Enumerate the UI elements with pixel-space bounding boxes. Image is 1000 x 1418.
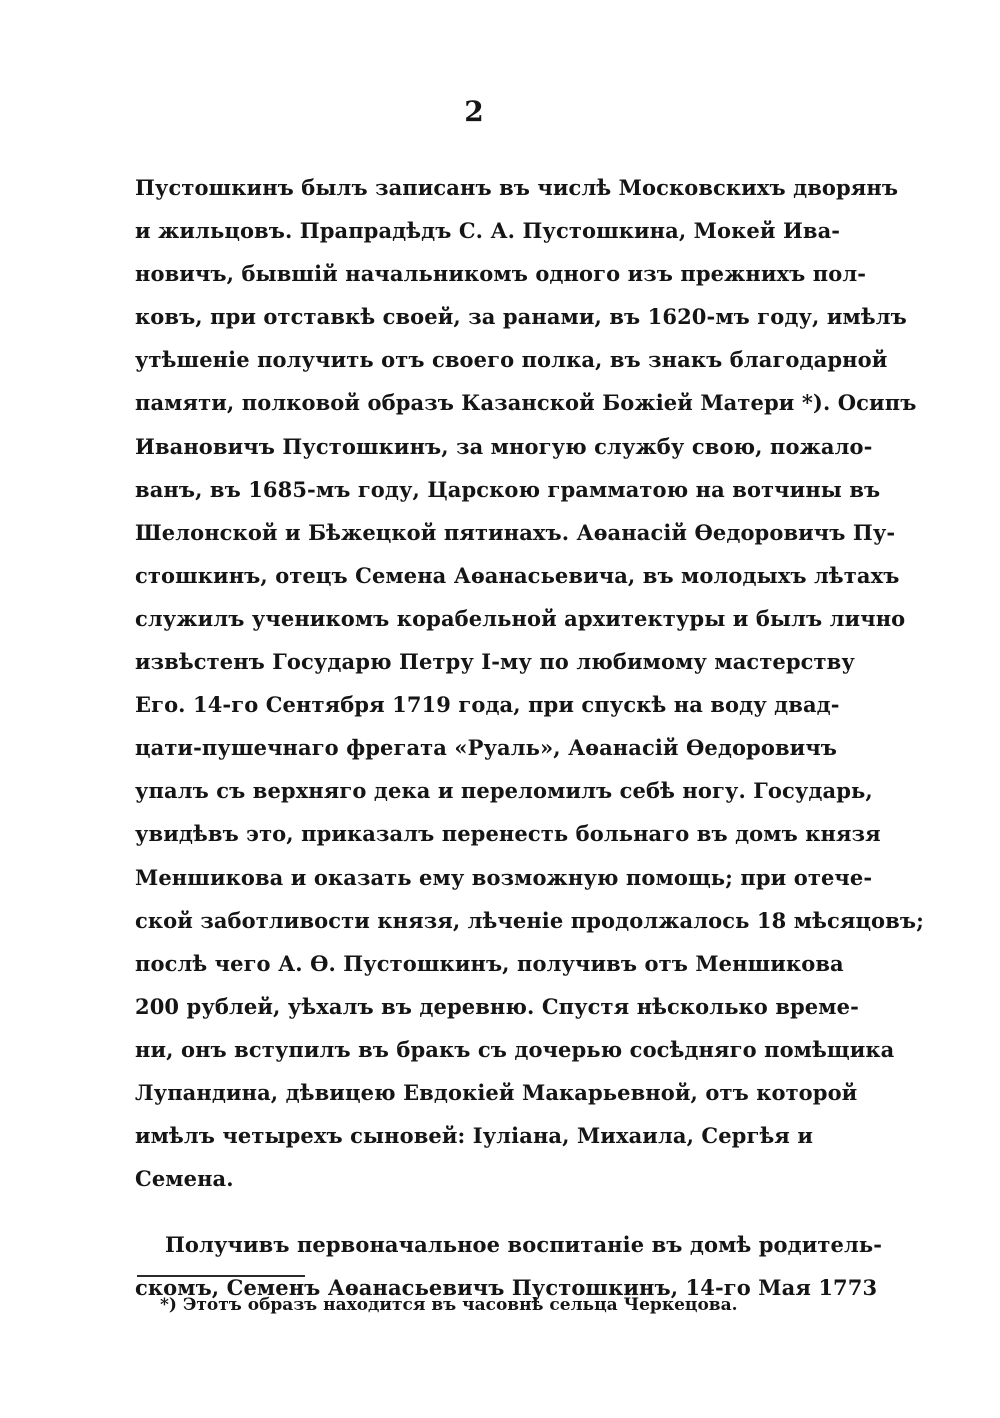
text-line: 200 рублей, уѣхалъ въ деревню. Спустя нѣсколько време- <box>135 993 859 1019</box>
page-number: 2 <box>464 95 484 128</box>
text-line: ской заботливости князя, лѣченіе продолжалось 18 мѣсяцовъ; <box>135 907 924 933</box>
text-line: послѣ чего А. Ѳ. Пустошкинъ, получивъ отъ Меншикова <box>135 950 844 976</box>
text-line: памяти, полковой образъ Казанской Божіей Матери *). Осипъ <box>135 390 917 416</box>
text-line: Пустошкинъ былъ записанъ въ числѣ Московскихъ дворянъ <box>135 175 899 200</box>
text-line: стошкинъ, отецъ Семена Аѳанасьевича, въ молодыхъ лѣтахъ <box>135 562 900 588</box>
footnote-divider <box>137 1275 305 1277</box>
text-line: Меншикова и оказать ему возможную помощь; при отече- <box>135 864 873 890</box>
text-line: скомъ, Семенъ Аѳанасьевичъ Пустошкинъ, 14-го Мая 1773 <box>135 1275 878 1301</box>
text-line: служилъ ученикомъ корабельной архитектуры и былъ лично <box>135 605 906 631</box>
text-line: ни, онъ вступилъ въ бракъ съ дочерью сосѣдняго помѣщика <box>135 1036 895 1062</box>
footnote: *) Этотъ образъ находится въ часовнѣ сельца Черкецова. <box>160 1295 738 1315</box>
paragraph-1 <box>135 166 924 1200</box>
text-line: имѣлъ четырехъ сыновей: Іуліана, Михаила, Сергѣя и <box>135 1123 814 1149</box>
text-line: упалъ съ верхняго дека и переломилъ себѣ ногу. Государь, <box>135 778 873 804</box>
text-line: Ивановичъ Пустошкинъ, за многую службу свою, пожало- <box>135 433 873 459</box>
body-text <box>135 166 924 1309</box>
text-line: цати-пушечнаго фрегата «Руаль», Аѳанасій Ѳедоровичъ <box>135 735 837 761</box>
text-line: Шелонской и Бѣжецкой пятинахъ. Аѳанасій Ѳедоровичъ Пу- <box>135 519 896 545</box>
text-line: утѣшеніе получить отъ своего полка, въ знакъ благодарной <box>135 347 888 373</box>
text-line: извѣстенъ Государю Петру I-му по любимому мастерству <box>135 649 855 675</box>
text-line: и жильцовъ. Прапрадѣдъ С. А. Пустошкина, Мокей Ива- <box>135 218 841 244</box>
text-line: Получивъ первоначальное воспитаніе въ домѣ родитель- <box>165 1232 883 1258</box>
text-line: Лупандина, дѣвицею Евдокіей Макарьевной, отъ которой <box>135 1079 858 1105</box>
text-line: новичъ, бывшій начальникомъ одного изъ прежнихъ пол- <box>135 261 867 287</box>
text-line: Семена. <box>135 1166 234 1192</box>
text-line: увидѣвъ это, приказалъ перенесть больнаго въ домъ князя <box>135 821 881 847</box>
text-line: Его. 14-го Сентября 1719 года, при спускѣ на воду двад- <box>135 692 840 718</box>
text-line: ванъ, въ 1685-мъ году, Царскою грамматою на вотчины въ <box>135 476 881 502</box>
text-line: ковъ, при отставкѣ своей, за ранами, въ 1620-мъ году, имѣлъ <box>135 304 907 330</box>
paragraph-gap <box>135 1200 810 1223</box>
